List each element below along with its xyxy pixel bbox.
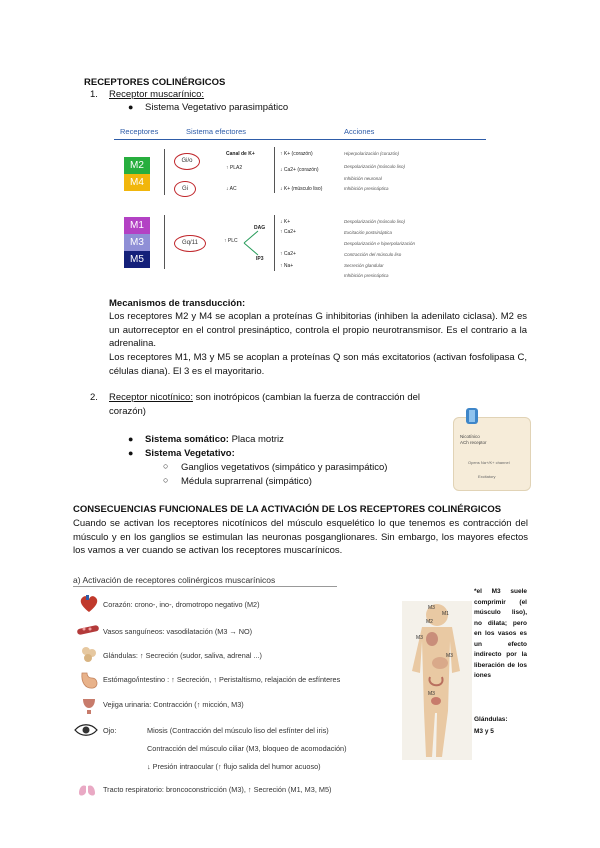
m1-box: M1 xyxy=(124,217,150,234)
effect-vessels: Vasos sanguíneos: vasodilatación (M3 → NO) xyxy=(103,627,253,636)
eye-icon xyxy=(74,723,98,737)
body-label: M3 xyxy=(416,635,423,641)
action-text: ↓ K+ (músculo liso) xyxy=(280,186,323,192)
effect-eye: Miosis (Contracción del músculo liso del esfínter del iris) xyxy=(147,726,329,735)
body-label: M3 xyxy=(428,605,435,611)
eye-label: Ojo: xyxy=(103,726,117,735)
canal-label: Canal de K+ xyxy=(226,151,255,157)
effect-heart: Corazón: crono-, ino-, dromotropo negativo (M2) xyxy=(103,600,260,609)
title-underline xyxy=(73,586,337,587)
item-text: son inotrópicos (cambian la fuerza de contracción del xyxy=(195,392,421,403)
blood-vessel-icon xyxy=(76,623,100,637)
plc-label: ↑ PLC xyxy=(224,238,238,244)
body-label: M1 xyxy=(442,611,449,617)
m5-box: M5 xyxy=(124,251,150,268)
effect-eye: Contracción del músculo ciliar (M3, bloqueo de acomodación) xyxy=(147,744,347,753)
side-note-value: M3 y 5 xyxy=(474,728,494,735)
item-text: corazón) xyxy=(109,406,146,417)
pla2-label: ↑ PLA2 xyxy=(226,165,243,171)
m3-box: M3 xyxy=(124,234,150,251)
receptor-channel-icon xyxy=(464,406,480,428)
action-text: ↑ Ca2+ xyxy=(280,251,296,257)
fig-label: Nicotínico xyxy=(460,434,480,439)
sub-bullet-text: Médula suprarrenal (simpático) xyxy=(181,476,312,487)
bracket xyxy=(164,149,167,195)
gi-ellipse: Gi xyxy=(174,181,196,197)
col-sistema: Sistema efectores xyxy=(186,127,247,136)
bracket xyxy=(274,215,275,271)
receptor-diagram xyxy=(108,123,490,283)
section-title: RECEPTORES COLINÉRGICOS xyxy=(84,77,226,88)
bullet-icon: ● xyxy=(128,448,134,458)
col-receptores: Receptores xyxy=(120,127,159,136)
sub-bullet-text: Ganglios vegetativos (simpático y parasimpático) xyxy=(181,462,388,473)
effect-bladder: Vejiga urinaria: Contracción (↑ micción, M3) xyxy=(103,700,244,709)
body-label: M3 xyxy=(446,653,453,659)
activation-title: a) Activación de receptores colinérgicos muscarínicos xyxy=(73,575,276,585)
ac-label: ↓ AC xyxy=(226,186,237,192)
action-text: ↑ Ca2+ xyxy=(280,229,296,235)
header-divider xyxy=(114,139,486,140)
mechanisms-paragraph: Los receptores M1, M3 y M5 se acoplan a proteínas Q son más excitatorios (activan fosfolipasa C, células diana). El 3 es el mayoritario. xyxy=(109,352,527,377)
body-figure xyxy=(402,601,472,760)
gio-ellipse: Gi/o xyxy=(174,153,200,170)
effect-text: Secreción glandular xyxy=(344,263,384,268)
effect-glands: Glándulas: ↑ Secreción (sudor, saliva, adrenal ...) xyxy=(103,651,262,660)
section-paragraph: Cuando se activan los receptores nicotínicos del músculo esquelético lo que tenemos es contracción del músculo y en los ganglios se estimulan las neuronas posganglionares. Sin embargo, los mayores efectos los vamos a ver cuando se activan los receptores muscarínicos. xyxy=(73,518,528,556)
m2-box: M2 xyxy=(124,157,150,174)
section-title: CONSECUENCIAS FUNCIONALES DE LA ACTIVACIÓN DE LOS RECEPTORES COLINÉRGICOS xyxy=(73,504,502,515)
item-paragraph xyxy=(109,391,454,405)
sub-bullet-icon: ○ xyxy=(163,461,169,471)
bracket xyxy=(274,147,275,193)
dag-label: DAG xyxy=(254,225,266,231)
bullet-icon: ● xyxy=(128,102,134,112)
heart-icon xyxy=(78,594,100,614)
mechanisms-paragraph: Los receptores M2 y M4 se acoplan a proteínas G inhibitorias (inhiben la adenilato ciclasa). M2 es un autorreceptor en el control presináptico, controla el propio neurotransmisor. Es el contrario a la adrenalina. xyxy=(109,311,527,349)
bladder-icon xyxy=(80,695,98,715)
nicotinic-figure xyxy=(453,417,531,491)
mechanisms-title: Mecanismos de transducción: xyxy=(109,298,246,309)
body-label: M3 xyxy=(428,691,435,697)
body-label: M2 xyxy=(426,619,433,625)
effect-text: Inhibición presináptica xyxy=(344,273,389,278)
gq-ellipse: Gq/11 xyxy=(174,235,206,252)
bullet-text: Sistema Vegetativo: xyxy=(145,448,235,459)
action-text: ↓ K+ xyxy=(280,219,291,225)
fig-label: ACh receptor xyxy=(460,440,487,445)
ip3-label: IP3 xyxy=(256,256,264,262)
fig-label: Opens Na+/K+ channel xyxy=(468,460,510,465)
action-text: ↑ K+ (corazón) xyxy=(280,151,313,157)
arrow-icon xyxy=(242,227,262,259)
m4-box: M4 xyxy=(124,174,150,191)
col-acciones: Acciones xyxy=(344,127,375,136)
gland-icon xyxy=(80,645,98,663)
list-number: 2. xyxy=(90,392,98,403)
side-note-label: Glándulas: xyxy=(474,716,508,723)
bullet-icon: ● xyxy=(128,434,134,444)
action-text: ↓ Ca2+ (corazón) xyxy=(280,167,319,173)
bullet-text: Sistema somático: Placa motriz xyxy=(145,434,284,445)
effect-text: Despolarización (músculo liso) xyxy=(344,219,406,224)
lungs-icon xyxy=(77,778,97,798)
effect-lungs: Tracto respiratorio: broncoconstricción (M3), ↑ Secreción (M1, M3, M5) xyxy=(103,785,332,794)
sub-bullet-icon: ○ xyxy=(163,475,169,485)
effect-text: Contracción del músculo liso xyxy=(344,252,402,257)
item-heading: Receptor nicotínico: xyxy=(109,392,193,403)
list-number: 1. xyxy=(90,89,98,100)
effect-text: Excitación postsináptica xyxy=(344,230,393,235)
effect-text: Hiperpolarización (corazón) xyxy=(344,151,400,156)
side-note: *el M3 suele comprimir (el músculo liso), no dilata; pero en los vasos es un efecto indirecto por la liberación de los iones xyxy=(474,588,527,679)
fig-label: Excitatory xyxy=(478,474,496,479)
item-heading: Receptor muscarínico: xyxy=(109,89,205,100)
effect-stomach: Estómago/intestino : ↑ Secreción, ↑ Peristaltismo, relajación de esfínteres xyxy=(103,675,341,684)
effect-text: Despolarización e hiperpolarización xyxy=(344,241,416,246)
effect-text: Inhibición presináptica xyxy=(344,186,389,191)
effect-eye: ↓ Presión intraocular (↑ flujo salida del humor acuoso) xyxy=(147,762,321,771)
action-text: ↑ Na+ xyxy=(280,263,294,269)
bracket xyxy=(164,215,165,269)
stomach-icon xyxy=(78,670,100,692)
effect-text: Despolarización (músculo liso) xyxy=(344,164,406,169)
effect-text: Inhibición neuronal xyxy=(344,176,382,181)
human-body-icon xyxy=(402,601,472,760)
bullet-text: Sistema Vegetativo parasimpático xyxy=(145,102,289,113)
